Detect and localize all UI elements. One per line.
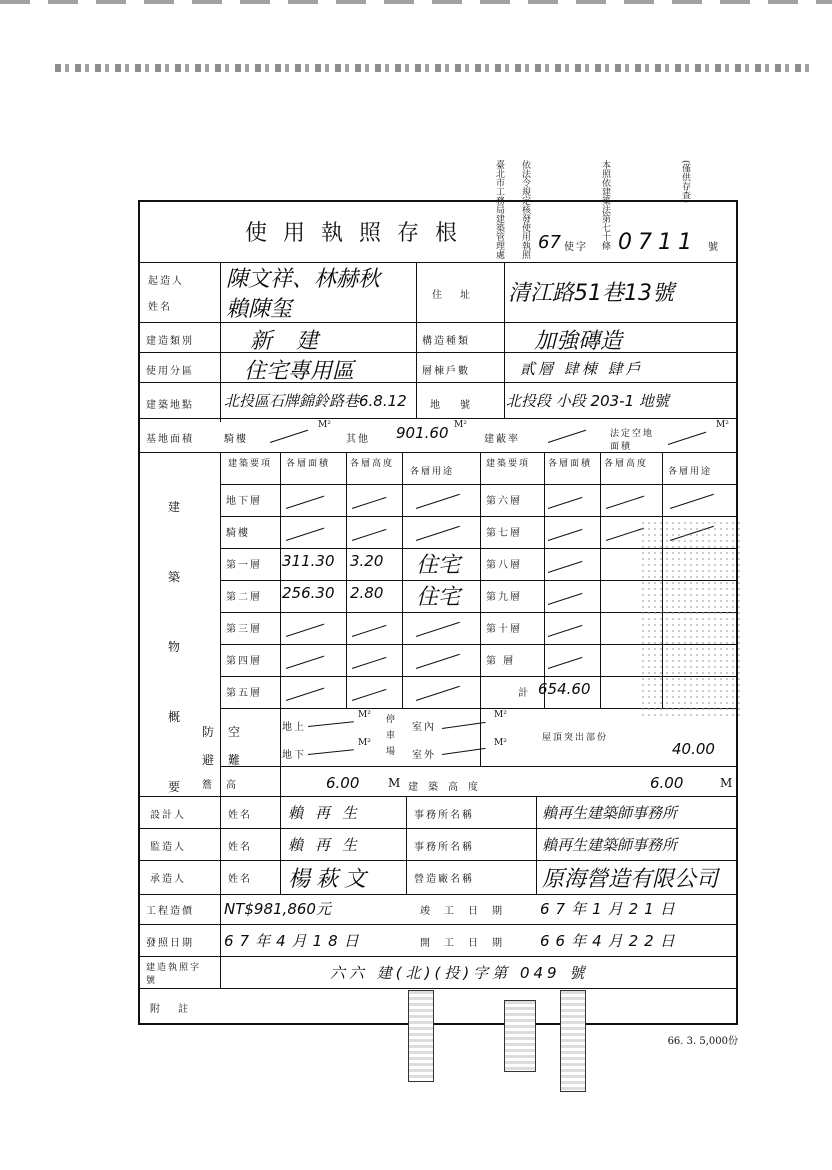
- eave-label: 簷高: [202, 780, 250, 791]
- eave-value: 6.00: [326, 774, 360, 792]
- ventilation-label: 屋頂突出部份: [542, 733, 609, 743]
- blank-dash: [416, 622, 460, 637]
- legal-open-label: 法定空地面積: [610, 429, 655, 452]
- address-value: 清江路51巷13號: [508, 281, 674, 306]
- blank-dash: [416, 686, 460, 701]
- below-label: 地下: [282, 750, 306, 761]
- row-line: [220, 766, 736, 767]
- col-line: [544, 452, 545, 708]
- unit-m2: M²: [454, 420, 467, 430]
- blank-dash: [352, 497, 387, 509]
- owner-value: 陳文祥、林赫秋: [226, 267, 381, 292]
- unit-m: M: [720, 776, 733, 790]
- blank-dash: [606, 496, 644, 509]
- row-line: [140, 382, 736, 383]
- permit-label: 建造執照字號: [146, 963, 202, 986]
- row-line: [220, 516, 736, 517]
- blank-dash: [286, 496, 324, 509]
- floor-name: 地下層: [226, 496, 262, 507]
- stamp-text: (僅供存查): [680, 160, 690, 204]
- print-note: 66. 3. 5,000份: [667, 1036, 738, 1047]
- blank-dash: [286, 528, 324, 541]
- site-value: 北投區石牌錦鈴路巷6.8.12: [224, 392, 407, 410]
- unit-m2: M²: [358, 710, 371, 720]
- address-label: 住址: [432, 290, 488, 301]
- row-line: [140, 352, 736, 353]
- build-type-value: 新建: [250, 329, 343, 354]
- apply-value: 67年4月18日: [224, 932, 365, 950]
- floor-name: 第五層: [226, 688, 262, 699]
- col-line: [402, 452, 403, 708]
- blank-dash: [352, 657, 387, 669]
- area-label: 基地面積: [146, 434, 194, 445]
- unit-m2: M²: [318, 420, 331, 430]
- blank-dash: [352, 529, 387, 541]
- col-line: [600, 452, 601, 708]
- row-line: [140, 828, 736, 829]
- col-header: 建築要項: [228, 459, 273, 469]
- col-header: 各層面積: [286, 459, 331, 469]
- coverage-label: 建蔽率: [484, 434, 520, 445]
- blank-dash: [286, 624, 324, 637]
- floor-name: 第八層: [486, 560, 522, 571]
- license-year: 67: [538, 232, 561, 253]
- complete-value: 67年1月21日: [540, 900, 681, 918]
- zone-label: 使用分區: [146, 366, 194, 377]
- row-line: [140, 988, 736, 989]
- supervisor-label: 監造人: [150, 842, 186, 853]
- designer-label: 設計人: [150, 810, 186, 821]
- floor-name: 第六層: [486, 496, 522, 507]
- height-value: 6.00: [650, 774, 684, 792]
- blank-dash: [548, 593, 583, 605]
- blank-dash: [270, 430, 308, 443]
- building-side-label: 建築物概要: [168, 500, 183, 794]
- floor-name: 第九層: [486, 592, 522, 603]
- outdoor-label: 室外: [412, 750, 436, 761]
- lot-label: 地號: [430, 400, 490, 411]
- indoor-label: 室內: [412, 722, 436, 733]
- floor-area: 256.30: [282, 584, 335, 602]
- license-suffix: 號: [708, 242, 720, 253]
- build-type-label: 建造類別: [146, 336, 194, 347]
- floor-name: 第三層: [226, 624, 262, 635]
- license-word: 使字: [564, 242, 588, 253]
- shelter-label: 防空避難: [202, 725, 255, 767]
- scan-edge-top: [0, 0, 832, 4]
- blank-dash: [416, 526, 460, 541]
- supervisor-name: 賴再生: [288, 836, 370, 854]
- floor-name: 第四層: [226, 656, 262, 667]
- complete-label: 竣工日期: [420, 906, 516, 917]
- unit-m: M: [388, 776, 401, 790]
- contractor-label: 承造人: [150, 874, 186, 885]
- col-header: 各層面積: [548, 459, 593, 469]
- row-line: [140, 924, 736, 925]
- blank-dash: [548, 497, 583, 509]
- structure-label: 構造種類: [422, 336, 470, 347]
- name-label: 姓名: [228, 874, 252, 885]
- license-number: 0711: [618, 230, 698, 255]
- col-header: 各層用途: [410, 467, 455, 477]
- floor-name: 第 層: [486, 656, 516, 667]
- floor-name: 第一層: [226, 560, 262, 571]
- seal-stamp: [408, 990, 434, 1082]
- blank-dash: [308, 749, 354, 755]
- row-line: [140, 894, 736, 895]
- other-label: 其他: [346, 434, 370, 445]
- floor-name: 騎樓: [226, 528, 250, 539]
- blank-dash: [548, 657, 583, 669]
- stamp-text: 本照依建築法第七十條: [600, 160, 610, 250]
- ventilation-value: 40.00: [672, 740, 715, 758]
- row-line: [140, 418, 736, 419]
- blank-dash: [308, 721, 354, 727]
- blank-dash: [548, 430, 586, 443]
- floors-value: 貳層 肆棟 肆戶: [520, 360, 644, 378]
- col-header: 建築要項: [486, 459, 531, 469]
- blank-dash: [286, 656, 324, 669]
- site-label: 建築地點: [146, 400, 194, 411]
- cost-value: NT$981,860元: [224, 900, 331, 918]
- blank-dash: [416, 654, 460, 669]
- col-line: [220, 262, 221, 422]
- note-label: 附註: [150, 1004, 206, 1015]
- company-label: 營造廠名稱: [414, 874, 474, 885]
- name-label: 姓名: [148, 302, 172, 313]
- col-line: [280, 796, 281, 894]
- col-line: [480, 452, 481, 766]
- col-line: [536, 796, 537, 894]
- unit-m2: M²: [494, 710, 507, 720]
- blank-dash: [352, 689, 387, 701]
- floors-label: 層棟戶數: [422, 366, 470, 377]
- blank-dash: [668, 432, 706, 445]
- unit-m2: M²: [716, 420, 729, 430]
- zone-value: 住宅專用區: [244, 359, 355, 384]
- apply-label: 發照日期: [146, 938, 194, 949]
- start-label: 開工日期: [420, 938, 516, 949]
- seal-stamp: [560, 990, 586, 1092]
- total-label: 計: [518, 688, 530, 699]
- blank-dash: [606, 528, 644, 541]
- blank-dash: [670, 494, 714, 509]
- cost-label: 工程造價: [146, 906, 194, 917]
- col-header: 各層高度: [350, 459, 395, 469]
- row-line: [140, 860, 736, 861]
- row-line: [140, 956, 736, 957]
- form-title: 使用執照存根: [245, 221, 474, 246]
- blank-dash: [548, 561, 583, 573]
- contractor-name: 楊萩文: [288, 867, 373, 892]
- blank-dash: [286, 688, 324, 701]
- col-line: [416, 262, 417, 418]
- floor-name: 第十層: [486, 624, 522, 635]
- office-label: 事務所名稱: [414, 810, 474, 821]
- col-header: 各層用途: [668, 467, 713, 477]
- col-line: [504, 262, 505, 418]
- name-label: 姓名: [228, 842, 252, 853]
- col-line: [346, 452, 347, 708]
- col-line: [406, 796, 407, 894]
- start-value: 66年4月22日: [540, 932, 681, 950]
- scan-artifact-line: [55, 64, 815, 72]
- floor-use: 住宅: [416, 585, 461, 610]
- blank-dash: [416, 494, 460, 509]
- stamp-text: 依法令規定核發使用執照: [520, 160, 530, 259]
- blank-dash: [548, 529, 583, 541]
- row-line: [140, 452, 736, 453]
- height-label: 建築高度: [408, 782, 488, 793]
- floor-height: 2.80: [350, 584, 384, 602]
- scan-noise: [640, 520, 740, 720]
- total-area: 654.60: [538, 680, 591, 698]
- name-label: 姓名: [228, 810, 252, 821]
- floor-name: 第七層: [486, 528, 522, 539]
- unit-m2: M²: [494, 738, 507, 748]
- seal-stamp: [504, 1000, 536, 1072]
- above-label: 地上: [282, 722, 306, 733]
- floor-area: 311.30: [282, 552, 335, 570]
- supervisor-office: 賴再生建築師事務所: [542, 836, 678, 854]
- designer-office: 賴再生建築師事務所: [542, 804, 678, 822]
- floor-height: 3.20: [350, 552, 384, 570]
- floor-use: 住宅: [416, 553, 461, 578]
- row-line: [220, 484, 736, 485]
- arcade-label: 騎樓: [224, 434, 248, 445]
- col-line: [280, 452, 281, 796]
- designer-name: 賴再生: [288, 804, 370, 822]
- blank-dash: [548, 625, 583, 637]
- lot-value: 北投段 小段 203-1 地號: [506, 392, 669, 410]
- row-line: [140, 796, 736, 797]
- parking-label: 停車場: [386, 715, 398, 757]
- col-header: 各層高度: [604, 459, 649, 469]
- office-label: 事務所名稱: [414, 842, 474, 853]
- stamp-text: 臺北市工務局建築管理處: [494, 160, 504, 259]
- permit-value: 六六 建(北)(投)字第 049 號: [330, 964, 589, 982]
- contractor-company: 原海營造有限公司: [542, 867, 719, 892]
- blank-dash: [352, 625, 387, 637]
- structure-value: 加強磚造: [534, 329, 623, 354]
- other-value: 901.60: [396, 424, 449, 442]
- floor-name: 第二層: [226, 592, 262, 603]
- owner-label: 起造人: [148, 276, 184, 287]
- unit-m2: M²: [358, 738, 371, 748]
- owner-value: 賴陳玺: [226, 297, 293, 322]
